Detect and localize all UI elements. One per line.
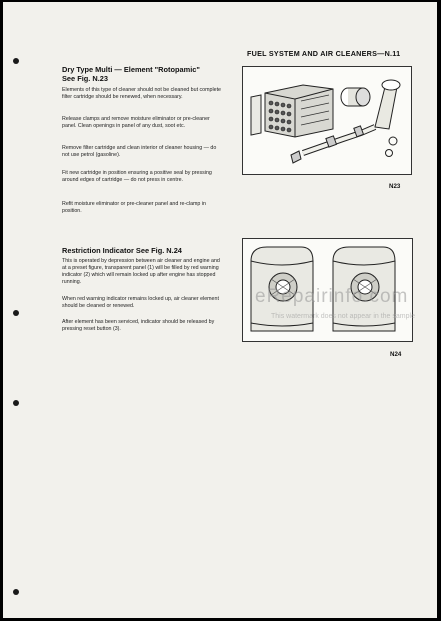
paragraph: Elements of this type of cleaner should not be cleaned but complete filter cartridge should be renewed, when necessary. bbox=[62, 87, 222, 100]
manual-page bbox=[3, 2, 437, 618]
binder-hole bbox=[13, 58, 19, 64]
paragraph: Release clamps and remove moisture eliminator or pre-cleaner panel. Clean openings in panel of any dust, soot etc. bbox=[62, 116, 210, 129]
section-heading-ref: See Fig. N.23 bbox=[62, 74, 109, 83]
figure-label: N24 bbox=[390, 351, 402, 358]
binder-hole bbox=[13, 589, 19, 595]
figure-air-cleaner-exploded bbox=[242, 66, 412, 175]
paragraph: This is operated by depression between air cleaner and engine and at a preset figure, transparent panel (1) will be filled by red warning indicator (2) which will remain locked up after engine has stopped running. bbox=[62, 258, 220, 285]
air-cleaner-illustration bbox=[243, 67, 411, 174]
section-heading: Restriction Indicator See Fig. N.24 bbox=[62, 246, 182, 255]
binder-hole bbox=[13, 310, 19, 316]
paragraph: After element has been serviced, indicator should be released by pressing reset button (3). bbox=[62, 319, 215, 332]
paragraph: When red warning indicator remains locked up, air cleaner element should be cleaned or renewed. bbox=[62, 296, 219, 309]
paragraph: Remove filter cartridge and clean interior of cleaner housing — do not use petrol (gasoline). bbox=[62, 145, 217, 158]
figure-label: N23 bbox=[389, 183, 401, 190]
watermark-text: eRepairinfo.com bbox=[255, 286, 409, 307]
section-heading: Dry Type Multi — Element "Rotopamic" bbox=[62, 65, 200, 74]
paragraph: Refit moisture eliminator or pre-cleaner panel and re-clamp in position. bbox=[62, 201, 206, 214]
page-header: FUEL SYSTEM AND AIR CLEANERS—N.11 bbox=[247, 49, 401, 58]
paragraph: Fit new cartridge in position ensuring a positive seal by pressing around edges of cartridge — do not press in centre. bbox=[62, 170, 212, 183]
binder-hole bbox=[13, 400, 19, 406]
watermark-note: This watermark does not appear in the sample bbox=[271, 313, 415, 320]
